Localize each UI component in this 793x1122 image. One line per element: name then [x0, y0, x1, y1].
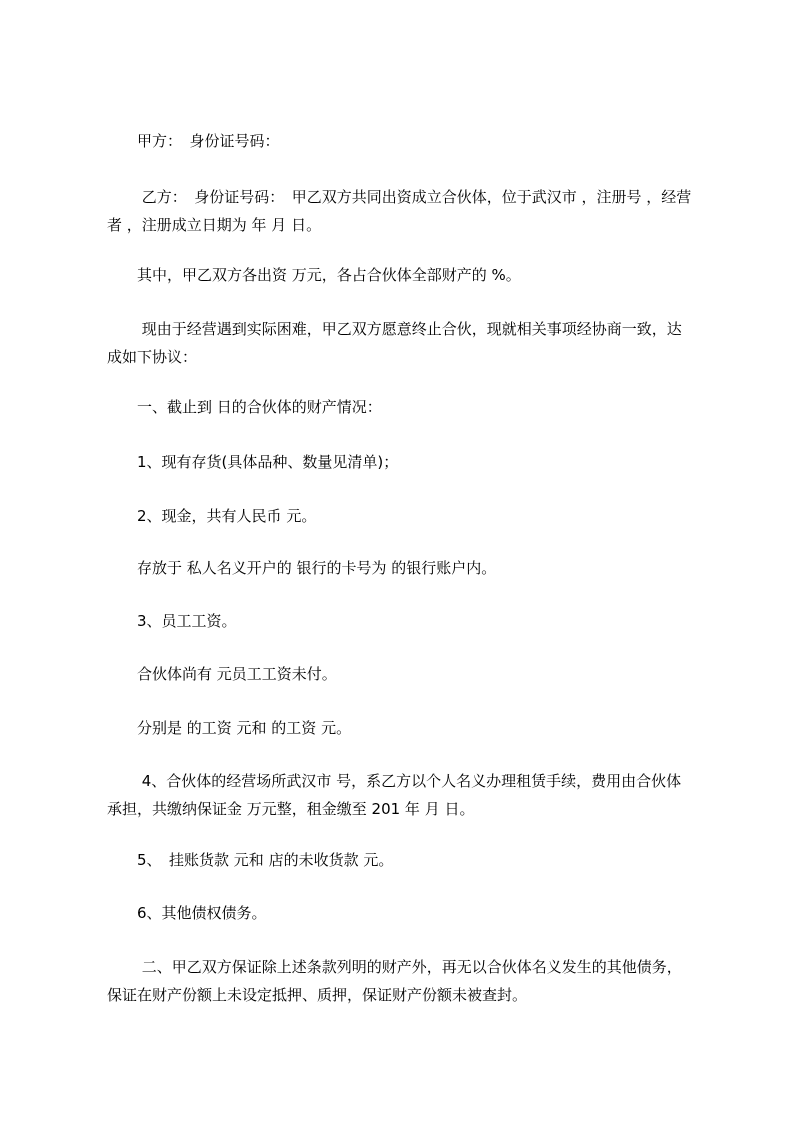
- party-a-line: 甲方： 身份证号码：: [107, 132, 280, 150]
- wages-breakdown-paragraph: 分别是 的工资 元和 的工资 元。: [107, 719, 352, 737]
- clause-one-heading: 一、截止到 日的合伙体的财产情况：: [107, 398, 382, 416]
- clause-two-paragraph: 二、甲乙双方保证除上述条款列明的财产外，再无以合伙体名义发生的其他债务，保证在财产份额上未设定抵押、质押，保证财产份额未被查封。: [107, 958, 682, 1004]
- item-receivables: 5、 挂账货款 元和 店的未收货款 元。: [107, 851, 394, 869]
- item-premises-lease: 4、合伙体的经营场所武汉市 号，系乙方以个人名义办理租赁手续，费用由合伙体承担，共缴纳保证金 万元整，租金缴至 201 年 月 日。: [107, 772, 682, 818]
- capital-contribution-paragraph: 其中，甲乙双方各出资 万元，各占合伙体全部财产的 %。: [107, 266, 521, 284]
- party-b-intro-paragraph: 乙方： 身份证号码： 甲乙双方共同出资成立合伙体，位于武汉市 ，注册号 ，经营者 ，注册成立日期为 年 月 日。: [107, 188, 692, 234]
- termination-reason-paragraph: 现由于经营遇到实际困难，甲乙双方愿意终止合伙，现就相关事项经协商一致，达成如下协议：: [107, 320, 682, 366]
- unpaid-wages-paragraph: 合伙体尚有 元员工工资未付。: [107, 665, 337, 683]
- cash-deposit-paragraph: 存放于 私人名义开户的 银行的卡号为 的银行账户内。: [107, 559, 497, 577]
- item-wages: 3、员工工资。: [107, 612, 237, 630]
- item-inventory: 1、现有存货(具体品种、数量见清单)；: [107, 453, 399, 471]
- item-cash: 2、现金，共有人民币 元。: [107, 507, 317, 525]
- item-other-debts: 6、其他债权债务。: [107, 904, 267, 922]
